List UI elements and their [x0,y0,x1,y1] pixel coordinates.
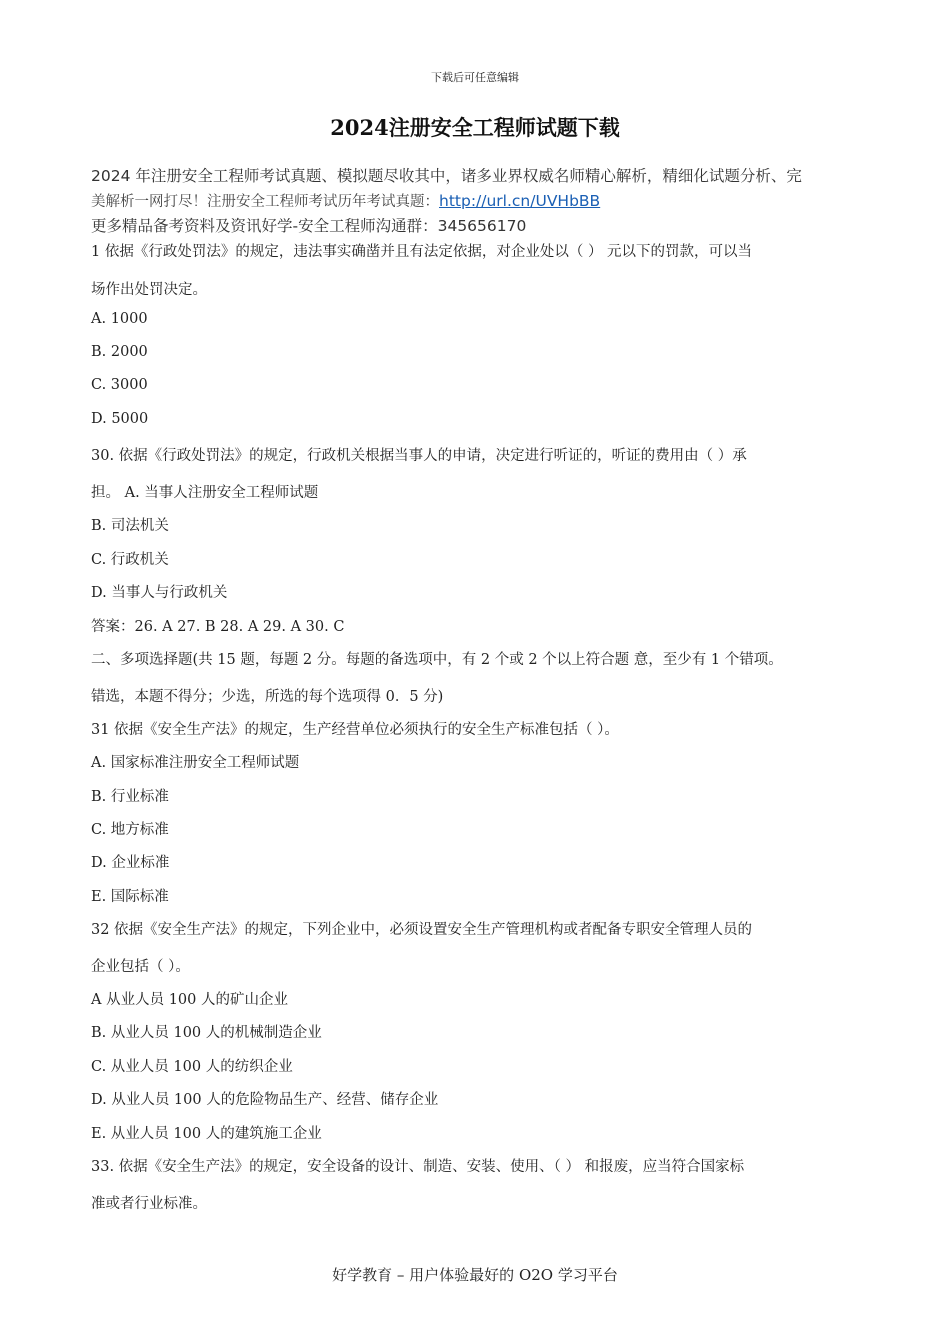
question-1-line-2: 场作出处罚决定。 [91,282,207,298]
option-line: C. 行政机关 [91,552,169,568]
question-32-line-1: 32 依据《安全生产法》的规定，下列企业中，必须设置安全生产管理机构或者配备专职安全管理人员的 [91,922,753,938]
question-30-line-2: 担。 A. 当事人注册安全工程师试题 [91,485,319,501]
header-note: 下载后可任意编辑 [431,71,519,84]
intro-line-3: 更多精品备考资料及资讯好学-安全工程师沟通群：345656170 [91,217,527,235]
exam-link[interactable]: http://url.cn/UVHbBB [439,192,601,210]
option-line: C. 3000 [91,377,148,393]
section-heading-line-1: 二、多项选择题(共 15 题，每题 2 分。每题的备选项中，有 2 个或 2 个以上符合题 意，至少有 1 个错项。 [91,652,783,668]
intro-line-2-text: 美解析一网打尽！注册安全工程师考试历年考试真题： [91,194,439,210]
option-line: B. 2000 [91,344,148,360]
option-line: B. 从业人员 100 人的机械制造企业 [91,1025,322,1041]
section-heading-line-2: 错选，本题不得分；少选，所选的每个选项得 0．5 分) [91,689,444,705]
option-line: C. 地方标准 [91,822,169,838]
option-line: E. 从业人员 100 人的建筑施工企业 [91,1126,322,1142]
answer-line: 答案：26. A 27. B 28. A 29. A 30. C [91,619,345,635]
intro-line-1: 2024 年注册安全工程师考试真题、模拟题尽收其中，诸多业界权威名师精心解析，精细化试题分析、完 [91,167,802,185]
question-31: 31 依据《安全生产法》的规定，生产经营单位必须执行的安全生产标准包括（ ）。 [91,722,619,738]
question-33-line-1: 33. 依据《安全生产法》的规定，安全设备的设计、制造、安装、使用、（ ） 和报废，应当符合国家标 [91,1159,745,1175]
option-line: B. 司法机关 [91,518,169,534]
question-1-line-1: 1 依据《行政处罚法》的规定，违法事实确凿并且有法定依据，对企业处以（ ） 元以下的罚款，可以当 [91,244,753,260]
option-line: D. 5000 [91,411,149,427]
question-30-line-1: 30. 依据《行政处罚法》的规定，行政机关根据当事人的申请，决定进行听证的，听证的费用由（ ）承 [91,448,747,464]
question-32-line-2: 企业包括（ ）。 [91,959,190,975]
option-line: D. 从业人员 100 人的危险物品生产、经营、储存企业 [91,1092,439,1108]
page-title: 2024注册安全工程师试题下载 [330,115,620,140]
option-line: A. 1000 [91,311,148,327]
option-line: C. 从业人员 100 人的纺织企业 [91,1059,293,1075]
option-line: E. 国际标准 [91,889,169,905]
intro-line-2 [91,188,871,215]
option-line: B. 行业标准 [91,789,169,805]
option-line: D. 当事人与行政机关 [91,585,228,601]
page-footer: 好学教育 – 用户体验最好的 O2O 学习平台 [332,1266,618,1284]
option-line: A. 国家标准注册安全工程师试题 [91,755,300,771]
option-line: A 从业人员 100 人的矿山企业 [91,992,288,1008]
question-33-line-2: 准或者行业标准。 [91,1196,207,1212]
option-line: D. 企业标准 [91,855,170,871]
